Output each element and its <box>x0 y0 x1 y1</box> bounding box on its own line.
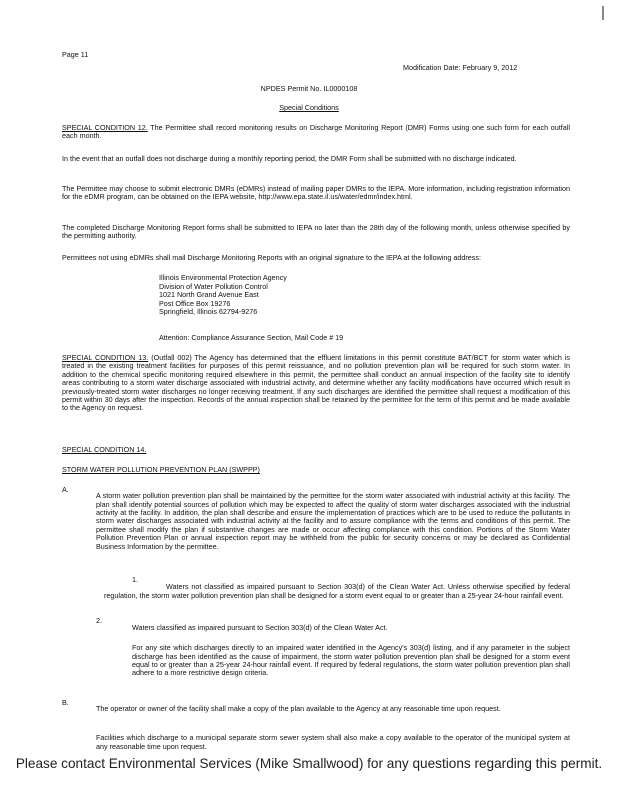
footer-notice: Please contact Environmental Services (Mike Smallwood) for any questions regarding this permit. <box>15 756 603 771</box>
modification-date: Modification Date: February 9, 2012 <box>403 63 518 72</box>
special-condition-12 <box>62 124 570 141</box>
special-condition-13 <box>62 354 570 413</box>
sc12-deadline: The completed Discharge Monitoring Report forms shall be submitted to IEPA no later than the 28th day of the following month, unless otherwise specified by the permitting authority. <box>62 223 570 241</box>
item-a-text: A storm water pollution prevention plan shall be maintained by the permittee for the storm water associated with industrial activity at this facility. The plan shall identify potential sources of pollution which may be expected to affect the quality of storm water discharges associated with the industrial activity at the facility. In addition, the plan shall describe and ensure the implementation of practices which are to be used to reduce the pollutants in storm water discharges associated with industrial activity at the facility and to assure compliance with the terms and conditions of this permit. The permittee shall modify the plan if substantive changes are made or occur affecting compliance with this condition. Portions of the Storm Water Pollution Prevention Plan or annual inspection report may be withheld from the public for security concerns or may be declared as Confidential Business Information by the permittee. <box>96 491 570 551</box>
sc12-text: The Permittee shall record monitoring results on Discharge Monitoring Report (DMR) Forms using one such form for each outfall each month. <box>62 123 570 141</box>
sc13-text: (Outfall 002) The Agency has determined that the effluent limitations in this permit constitute BAT/BCT for storm water which is treated in the existing treatment facilities for purposes of this permit reissuance, and no pollution prevention plan will be required for such storm water. In addition to the chemical specific monitoring required elsewhere in this permit, the permittee shall conduct an annual inspection of the facility site to identify areas contributing to a storm water discharge associated with industrial activity, and determine whether any facility modifications have occurred which result in previously-treated storm water discharges no longer receiving treatment. If any such discharges are identified the permittee shall request a modification of this permit within 30 days after the inspection. Records of the annual inspection shall be retained by the permittee for the term of this permit and be made available to the Agency on request. <box>62 353 570 413</box>
item-b-label: B. <box>62 698 69 707</box>
item-b-text-2: Facilities which discharge to a municipal separate storm sewer system shall also make a copy available to the operator of the municipal system at any reasonable time upon request. <box>96 733 570 751</box>
special-condition-14-label: SPECIAL CONDITION 14. <box>62 445 147 454</box>
sc12-mail-instructions: Permittees not using eDMRs shall mail Discharge Monitoring Reports with an original signature to the IEPA at the following address: <box>62 253 481 262</box>
sub-item-1-number: 1. <box>132 575 138 584</box>
section-title: Special Conditions <box>279 103 339 112</box>
address-line: Illinois Environmental Protection Agency <box>159 273 287 282</box>
address-line: Springfield, Illinois 62794-9276 <box>159 307 258 317</box>
sub-item-1-text: Waters not classified as impaired pursuant to Section 303(d) of the Clean Water Act. Unless otherwise specified by federal regulation, the storm water pollution prevention plan shall be designed for a storm event equal to or greater than a 25-year 24-hour rainfall event. <box>104 582 570 600</box>
sc13-label: SPECIAL CONDITION 13. <box>62 353 149 362</box>
address-line: 1021 North Grand Avenue East <box>159 290 259 300</box>
address-line: Division of Water Pollution Control <box>159 281 268 291</box>
sub-item-2-paragraph: For any site which discharges directly to an impaired water identified in the Agency's 303(d) listing, and if any parameter in the subject discharge has been identified as the cause of impairment, the storm water pollution prevention plan shall be designed for a storm event equal to or greater than a 25-year 24-hour rainfall event. If required by federal regulations, the storm water pollution prevention plan shall adhere to a more restrictive design criteria. <box>132 643 570 678</box>
mailing-address <box>159 274 287 317</box>
sub-item-2-number: 2. <box>96 616 102 625</box>
sc12-label: SPECIAL CONDITION 12. <box>62 123 148 132</box>
item-a-label: A. <box>62 485 69 494</box>
item-b-text: The operator or owner of the facility shall make a copy of the plan available to the Agency at any reasonable time upon request. <box>96 704 501 714</box>
swppp-title: STORM WATER POLLUTION PREVENTION PLAN (SWPPP) <box>62 465 260 474</box>
scan-artifact <box>602 6 604 20</box>
sc12-no-discharge: In the event that an outfall does not discharge during a monthly reporting period, the DMR Form shall be submitted with no discharge indicated. <box>62 154 517 163</box>
address-line: Post Office Box 19276 <box>159 298 231 308</box>
page-label: Page 11 <box>62 50 89 59</box>
permit-number: NPDES Permit No. IL0000108 <box>260 84 358 93</box>
sc12-edmr: The Permittee may choose to submit electronic DMRs (eDMRs) instead of mailing paper DMRs to the IEPA. More information, including registration information for the eDMR program, can be obtained on the IEPA website, http://www.epa.state.il.us/water/edmr/index.html. <box>62 184 570 202</box>
sub-item-2-text: Waters classified as impaired pursuant to Section 303(d) of the Clean Water Act. <box>132 623 388 633</box>
attention-line: Attention: Compliance Assurance Section, Mail Code # 19 <box>159 333 344 342</box>
